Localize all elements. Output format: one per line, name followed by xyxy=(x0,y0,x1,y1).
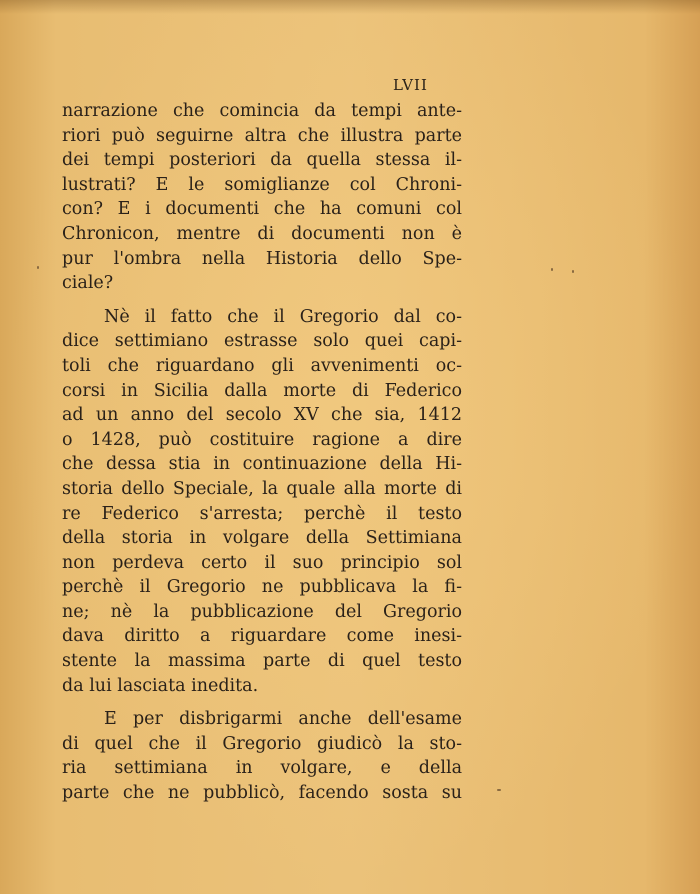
text-line: ad un anno del secolo XV che sia, 1412 xyxy=(62,405,462,426)
body-text xyxy=(62,99,462,806)
text-line: riori può seguirne altra che illustra parte xyxy=(62,125,462,146)
text-line: re Federico s'arresta; perchè il testo xyxy=(62,503,462,524)
paper-speck xyxy=(37,266,39,269)
text-line: dava diritto a riguardare come inesi- xyxy=(62,626,462,647)
text-line: ne; nè la pubblicazione del Gregorio xyxy=(62,601,462,622)
text-line: di quel che il Gregorio giudicò la sto- xyxy=(62,733,462,754)
paragraph-1 xyxy=(62,99,462,296)
text-line: o 1428, può costituire ragione a dire xyxy=(62,429,462,450)
text-line: storia dello Speciale, la quale alla morte di xyxy=(62,478,462,499)
text-line: della storia in volgare della Settimiana xyxy=(62,528,462,549)
text-line: corsi in Sicilia dalla morte di Federico xyxy=(62,380,462,401)
text-line: parte che ne pubblicò, facendo sosta su xyxy=(62,783,462,804)
text-line: lustrati? E le somiglianze col Chroni- xyxy=(62,174,462,195)
paper-speck xyxy=(497,789,501,791)
paragraph-3 xyxy=(62,707,462,805)
text-line: ria settimiana in volgare, e della xyxy=(62,758,462,779)
text-line: E per disbrigarmi anche dell'esame xyxy=(104,709,462,730)
paper-speck xyxy=(572,270,574,273)
paragraph-2 xyxy=(62,305,462,699)
text-line: stente la massima parte di quel testo xyxy=(62,651,462,672)
text-line: non perdeva certo il suo principio sol xyxy=(62,552,462,573)
text-line: ciale? xyxy=(62,273,114,294)
text-line: perchè il Gregorio ne pubblicava la fi- xyxy=(62,577,462,598)
text-line: Nè il fatto che il Gregorio dal co- xyxy=(104,306,462,327)
page-number: LVII xyxy=(393,76,428,94)
text-line: da lui lasciata inedita. xyxy=(62,675,259,696)
text-line: dice settimiano estrasse solo quei capi- xyxy=(62,331,462,352)
text-line: narrazione che comincia da tempi ante- xyxy=(62,101,462,121)
text-line: che dessa stia in continuazione della Hi- xyxy=(62,454,462,475)
text-line: con? E i documenti che ha comuni col xyxy=(62,199,462,220)
paragraph-gap xyxy=(62,698,462,707)
text-line: pur l'ombra nella Historia dello Spe- xyxy=(62,248,462,269)
text-line: dei tempi posteriori da quella stessa il- xyxy=(62,150,462,171)
text-line: Chronicon, mentre di documenti non è xyxy=(62,223,462,244)
text-line: toli che riguardano gli avvenimenti oc- xyxy=(62,355,462,376)
paper-speck xyxy=(551,268,553,271)
paragraph-gap xyxy=(62,296,462,305)
